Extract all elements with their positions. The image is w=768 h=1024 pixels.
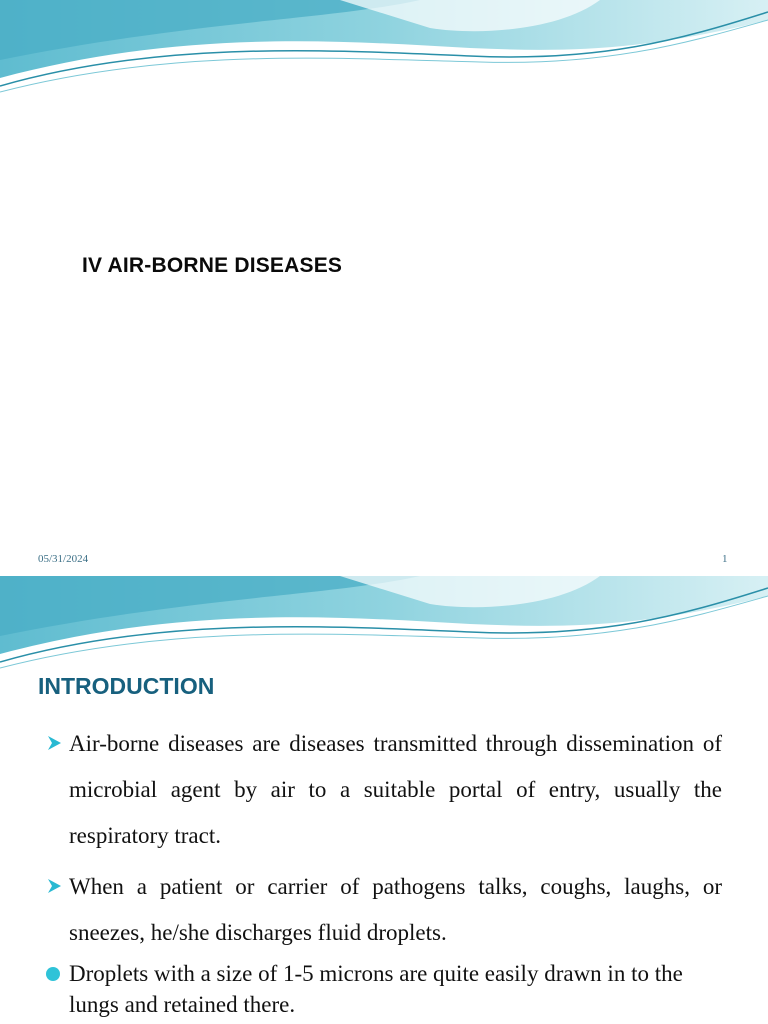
dot-bullet-icon	[46, 967, 60, 981]
bullet-item	[46, 864, 722, 956]
header-wave-decoration	[0, 0, 768, 100]
bullet-text: When a patient or carrier of pathogens talks, coughs, laughs, or sneezes, he/she discharges fluid droplets.	[69, 874, 722, 945]
arrow-bullet-icon	[46, 734, 64, 752]
bullet-text: Air-borne diseases are diseases transmitted through dissemination of microbial agent by air to a suitable portal of entry, usually the respiratory tract.	[69, 731, 722, 848]
section-heading: INTRODUCTION	[38, 673, 215, 699]
bullet-item	[46, 721, 722, 859]
footer-page-number: 1	[722, 553, 728, 565]
footer-date: 05/31/2024	[38, 553, 89, 565]
bullet-item	[46, 958, 722, 1020]
bullet-text: Droplets with a size of 1-5 microns are quite easily drawn in to the lungs and retained there.	[69, 961, 683, 1017]
header-wave-decoration	[0, 576, 768, 676]
arrow-bullet-icon	[46, 877, 64, 895]
slide-2	[0, 576, 768, 1024]
slide-title: IV AIR-BORNE DISEASES	[82, 254, 343, 277]
